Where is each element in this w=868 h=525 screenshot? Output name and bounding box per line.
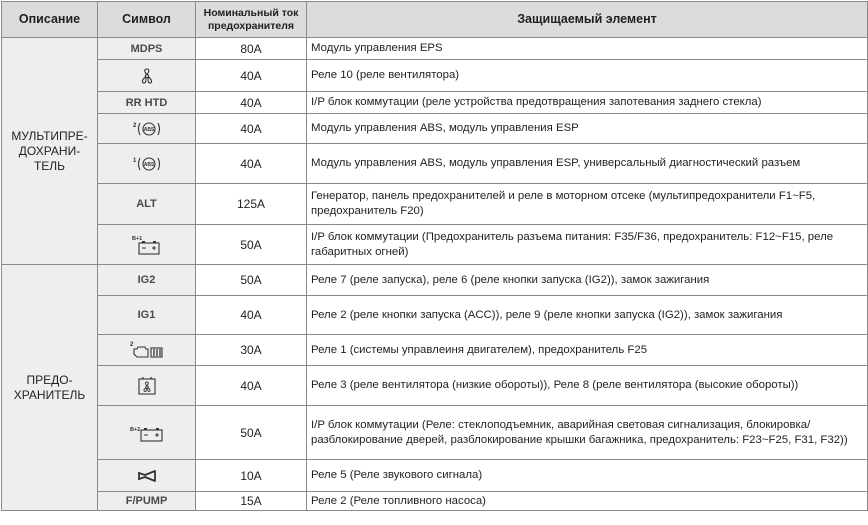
table-row bbox=[2, 225, 868, 265]
protected-element: Реле 2 (Реле топливного насоса) bbox=[307, 492, 868, 511]
protected-element: I/P блок коммутации (Предохранитель разъема питания: F35/F36, предохранитель: F12~F15, реле габаритных огней) bbox=[307, 225, 868, 265]
protected-element: Модуль управления EPS bbox=[307, 38, 868, 60]
protected-element: Реле 1 (системы управлеиня двигателем), предохранитель F25 bbox=[307, 335, 868, 366]
table-row bbox=[2, 492, 868, 511]
header-rated-current: Номинальный ток предохранителя bbox=[196, 2, 307, 38]
svg-text:B+1: B+1 bbox=[131, 235, 142, 242]
table-row bbox=[2, 38, 868, 60]
table-row bbox=[2, 60, 868, 92]
rated-current: 125A bbox=[196, 184, 307, 225]
protected-element: Реле 7 (реле запуска), реле 6 (реле кнопки запуска (IG2)), замок зажигания bbox=[307, 265, 868, 296]
rated-current: 40A bbox=[196, 114, 307, 144]
protected-element: Реле 5 (Реле звукового сигнала) bbox=[307, 460, 868, 492]
rated-current: 50A bbox=[196, 265, 307, 296]
symbol-ig2: IG2 bbox=[98, 265, 196, 296]
protected-element: Реле 2 (реле кнопки запуска (ACC)), реле 9 (реле кнопки запуска (IG2)), замок зажигания bbox=[307, 296, 868, 335]
table-row bbox=[2, 144, 868, 184]
table-row bbox=[2, 460, 868, 492]
svg-text:ABS: ABS bbox=[143, 126, 154, 133]
svg-text:2: 2 bbox=[132, 122, 136, 129]
header-symbol: Символ bbox=[98, 2, 196, 38]
header-description: Описание bbox=[2, 2, 98, 38]
abs-1-icon bbox=[132, 156, 162, 172]
rated-current: 40A bbox=[196, 144, 307, 184]
protected-element: I/P блок коммутации (Реле: стеклоподъемник, аварийная световая сигнализация, блокировка/разблокирование дверей, разблокирование крышки багажника, предохранитель: F23~F25, F31, F32)) bbox=[307, 406, 868, 460]
symbol-ig1: IG1 bbox=[98, 296, 196, 335]
table-header bbox=[2, 2, 868, 38]
battery-b1-icon bbox=[132, 234, 162, 256]
rated-current: 50A bbox=[196, 406, 307, 460]
svg-text:B+2: B+2 bbox=[129, 426, 140, 433]
header-protected-element: Защищаемый элемент bbox=[307, 2, 868, 38]
rated-current: 10A bbox=[196, 460, 307, 492]
rated-current: 15A bbox=[196, 492, 307, 511]
protected-element: Модуль управления ABS, модуль управления ESP, универсальный диагностический разъем bbox=[307, 144, 868, 184]
fan-relay-icon bbox=[137, 376, 157, 396]
svg-text:1: 1 bbox=[132, 157, 136, 164]
rated-current: 40A bbox=[196, 296, 307, 335]
fan-icon bbox=[138, 68, 156, 84]
fuse-table bbox=[1, 1, 868, 511]
protected-element: Генератор, панель предохранителей и реле в моторном отсеке (мультипредохранители F1~F5, предохранитель F20) bbox=[307, 184, 868, 225]
table-row bbox=[2, 92, 868, 114]
table-row bbox=[2, 114, 868, 144]
rated-current: 30A bbox=[196, 335, 307, 366]
svg-text:2: 2 bbox=[129, 342, 133, 348]
rated-current: 50A bbox=[196, 225, 307, 265]
symbol-alt: ALT bbox=[98, 184, 196, 225]
rated-current: 40A bbox=[196, 92, 307, 114]
symbol-rr-htd: RR HTD bbox=[98, 92, 196, 114]
symbol-mdps: MDPS bbox=[98, 38, 196, 60]
table-row bbox=[2, 335, 868, 366]
svg-text:ABS: ABS bbox=[143, 161, 154, 168]
table-row bbox=[2, 406, 868, 460]
group-label-fuse: ПРЕДО- ХРАНИТЕЛЬ bbox=[2, 265, 98, 511]
battery-b2-icon bbox=[130, 423, 164, 443]
protected-element: Реле 3 (реле вентилятора (низкие обороты)), Реле 8 (реле вентилятора (высокие обороты)) bbox=[307, 366, 868, 406]
rated-current: 40A bbox=[196, 366, 307, 406]
abs-2-icon bbox=[132, 121, 162, 137]
rated-current: 80A bbox=[196, 38, 307, 60]
group-label-multifuse: МУЛЬТИПРЕ- ДОХРАНИ- ТЕЛЬ bbox=[2, 38, 98, 265]
horn-icon bbox=[137, 469, 157, 483]
symbol-f-pump: F/PUMP bbox=[98, 492, 196, 511]
protected-element: Реле 10 (реле вентилятора) bbox=[307, 60, 868, 92]
table-row bbox=[2, 296, 868, 335]
table-row bbox=[2, 265, 868, 296]
protected-element: Модуль управления ABS, модуль управления ESP bbox=[307, 114, 868, 144]
table-row bbox=[2, 366, 868, 406]
engine-ecu-icon bbox=[130, 340, 164, 360]
protected-element: I/P блок коммутации (реле устройства предотвращения запотевания заднего стекла) bbox=[307, 92, 868, 114]
rated-current: 40A bbox=[196, 60, 307, 92]
table-row bbox=[2, 184, 868, 225]
